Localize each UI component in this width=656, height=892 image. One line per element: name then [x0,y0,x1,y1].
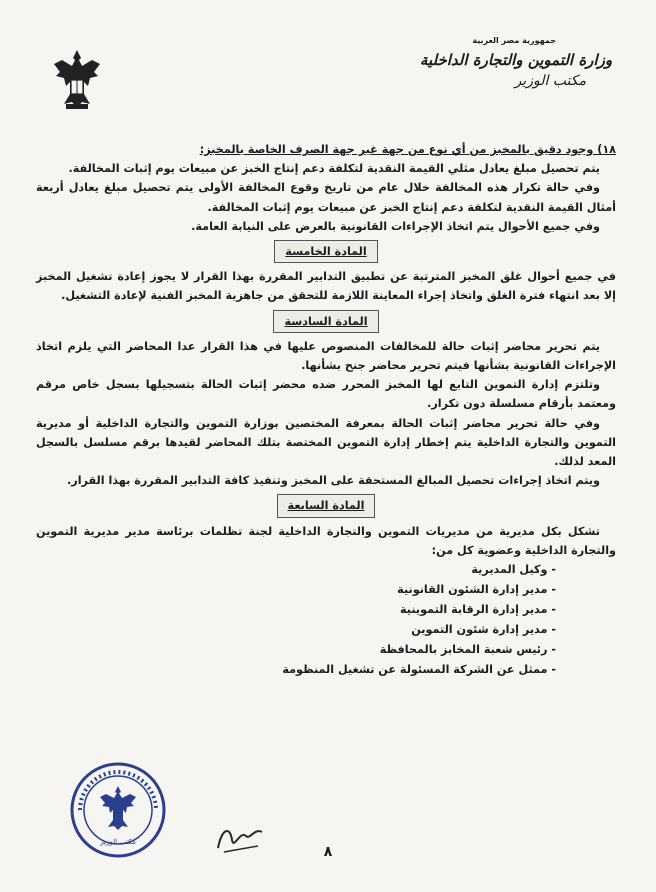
country-name: جمهورية مصر العربية [472,36,556,45]
article-5-text: في جميع أحوال غلق المخبز المترتبة عن تطبيق التدابير المقررة بهذا القرار لا يجوز إعادة تشغيل المخبز إلا بعد انتهاء فترة الغلق واتخاذ إجراء المعاينة اللازمة للتحقق من جاهزية المخبز الفنية لإعادة التشغيل. [36,270,616,303]
letterhead [0,18,656,128]
egypt-eagle-emblem-icon [52,46,102,112]
item-18-paragraph-1: يتم تحصيل مبلغ يعادل مثلي القيمة النقدية لتكلفة دعم إنتاج الخبز عن مبيعات يوم إثبات المخالفة. [68,162,600,176]
article-6-paragraph-1: يتم تحرير محاضر إثبات حالة للمخالفات المنصوص عليها في هذا القرار عدا المحاضر التي يلزم اتخاذ الإجراءات القانونية بشأنها فيتم تحرير محاضر جنح بشأنها. [36,339,616,373]
article-6-heading: المادة السادسة [273,310,378,333]
article-7-intro: تشكل بكل مديرية من مديريات التموين والتجارة الداخلية لجنة تظلمات برئاسة مدير مديرية التموين والتجارة الداخلية وعضوية كل من: [36,524,616,557]
ministry-name: وزارة التموين والتجارة الداخلية [419,51,613,69]
list-item: - مدير إدارة الشئون القانونية [36,580,556,600]
article-5-heading: المادة الخامسة [274,240,377,263]
article-6-paragraph-3: وفي حالة تحرير محاضر إثبات الحالة بمعرفة المختصين بوزارة التموين والتجارة الداخلية أو مديرية التموين والتجارة الداخلية يتم إخطار إدارة التموين المختصة بتلك المحاضر لقيدها برقم مسلسل بالسجل المعد لذلك. [36,416,616,469]
item-18-title: ١٨) وجود دقيق بالمخبز من أي نوع من جهة غير جهة الصرف الخاصة بالمخبز: [199,143,616,156]
committee-members-list [36,560,616,680]
minister-office: مكتب الوزير [514,73,586,89]
list-item: - مدير إدارة الرقابة التموينية [36,600,556,620]
article-6-paragraph-4: ويتم اتخاذ إجراءات تحصيل المبالغ المستحقة على المخبز وتنفيذ كافة التدابير المقررة بهذا القرار. [67,474,600,488]
list-item: - رئيس شعبة المخابز بالمحافظة [36,640,556,660]
list-item: - مدير إدارة شئون التموين [36,620,556,640]
list-item: - ممثل عن الشركة المسئولة عن تشغيل المنظومة [36,660,556,680]
ministry-letterhead [416,36,616,89]
item-18-paragraph-2: وفي حالة تكرار هذه المخالفة خلال عام من تاريخ وقوع المخالفة الأولى يتم تحصيل مبلغ يعادل أربعة أمثال القيمة النقدية لتكلفة دعم إنتاج الخبز عن مبيعات يوم إثبات المخالفة. [36,181,616,214]
page-number: ٨ [323,844,333,860]
list-item: - وكيل المديرية [36,560,556,580]
article-7-heading: المادة السابعة [277,494,376,517]
seal-label: مكتب الوزير [100,838,136,846]
article-6-paragraph-2: وتلتزم إدارة التموين التابع لها المخبز المحرر ضده محضر إثبات الحالة بتسجيلها بسجل خاص مرقم ومعتمد بأرقام مسلسلة دون تكرار. [36,378,616,411]
item-18-paragraph-3: وفي جميع الأحوال يتم اتخاذ الإجراءات القانونية بالعرض على النيابة العامة. [191,219,600,233]
document-body [36,140,616,680]
